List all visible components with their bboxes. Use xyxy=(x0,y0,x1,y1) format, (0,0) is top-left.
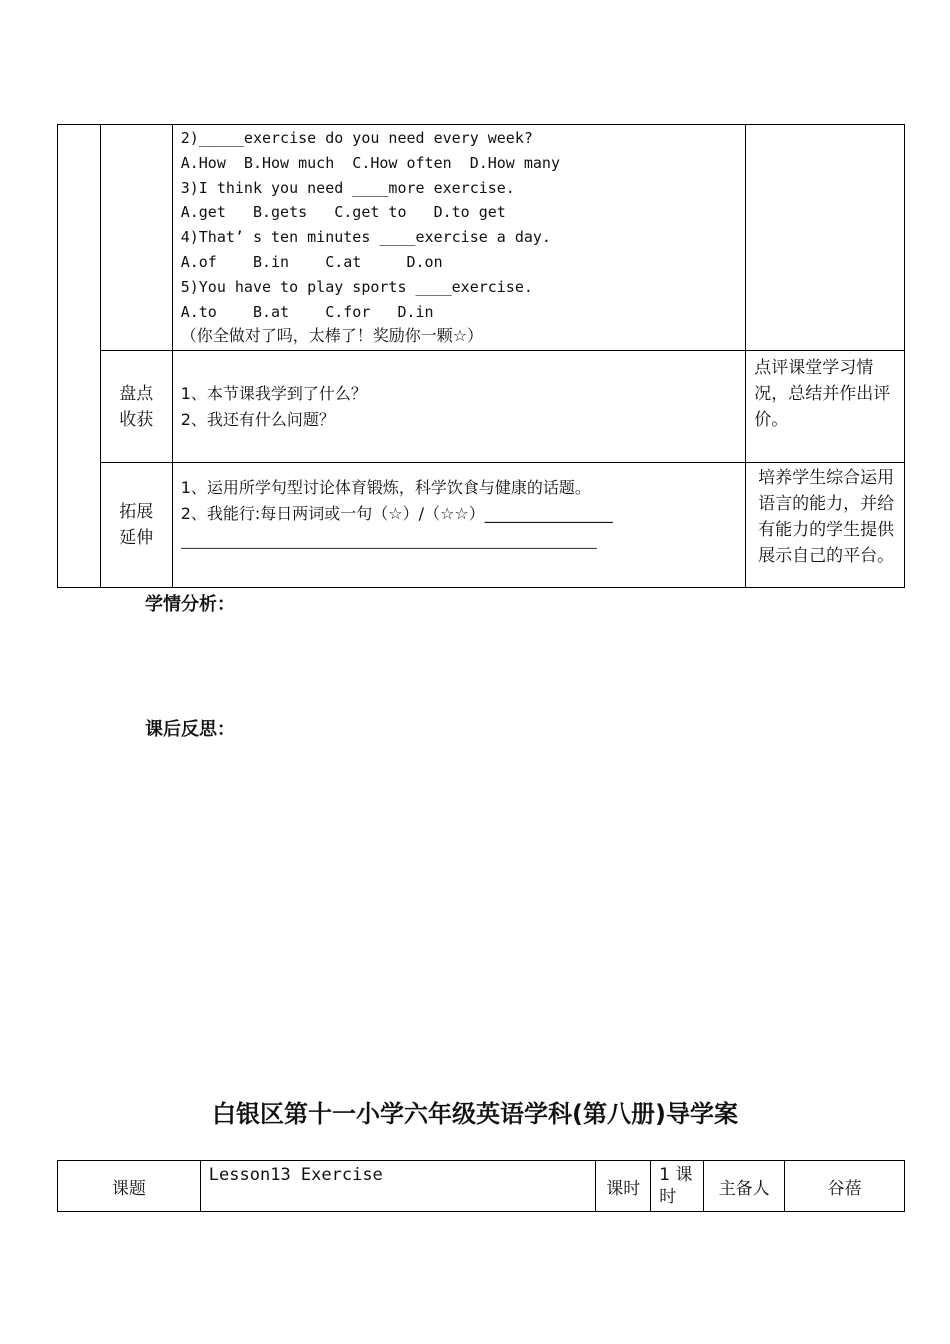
reflection-heading: 课后反思： xyxy=(145,719,235,740)
document-title: 白银区第十一小学六年级英语学科(第八册)导学案 xyxy=(212,1100,738,1128)
analysis-heading: 学情分析： xyxy=(145,594,235,615)
exercise-options-2: A.How B.How much C.How often D.How many xyxy=(180,153,560,172)
exercise-question-5: 5)You have to play sports ____exercise. xyxy=(180,277,533,296)
exercise-content xyxy=(172,125,746,351)
lesson-table xyxy=(57,124,905,588)
summary-label xyxy=(100,351,172,463)
topic-label: 课题 xyxy=(58,1161,201,1212)
extension-row xyxy=(58,463,905,588)
exercise-question-4: 4)That’ s ten minutes ____exercise a day. xyxy=(180,228,551,247)
summary-label-line2: 收获 xyxy=(119,409,154,430)
extension-label-line1: 拓展 xyxy=(119,502,154,522)
summary-content xyxy=(172,351,746,463)
extension-item-1: 1、运用所学句型讨论体育锻炼，科学饮食与健康的话题。 xyxy=(180,478,591,497)
preparer-value: 谷蓓 xyxy=(785,1161,905,1212)
exercise-question-3: 3)I think you need ____more exercise. xyxy=(180,178,515,197)
extension-label-line2: 延伸 xyxy=(119,528,154,548)
exercise-row xyxy=(58,125,905,351)
extension-label xyxy=(100,463,172,588)
exercise-note-cell xyxy=(746,125,905,351)
extension-note: 培养学生综合运用语言的能力，并给有能力的学生提供展示自己的平台。 xyxy=(746,463,905,588)
extension-blank-line: ____________________________________________________ xyxy=(180,530,597,549)
info-table xyxy=(57,1160,905,1212)
outer-stage-cell xyxy=(58,125,101,588)
summary-item-2: 2、我还有什么问题？ xyxy=(180,409,335,429)
summary-note: 点评课堂学习情况，总结并作出评价。 xyxy=(746,351,905,463)
summary-row xyxy=(58,351,905,463)
summary-item-1: 1、本节课我学到了什么？ xyxy=(180,383,367,403)
exercise-question-2: 2)_____exercise do you need every week? xyxy=(180,129,533,147)
period-label: 课时 xyxy=(596,1161,651,1212)
exercise-options-5: A.to B.at C.for D.in xyxy=(180,302,434,321)
topic-value: Lesson13 Exercise xyxy=(200,1161,596,1212)
exercise-options-3: A.get B.gets C.get to D.to get xyxy=(180,203,506,222)
preparer-label: 主备人 xyxy=(704,1161,785,1212)
exercise-label-cell xyxy=(100,125,172,351)
period-value: 1 课时 xyxy=(651,1161,704,1212)
exercise-options-4: A.of B.in C.at D.on xyxy=(180,252,443,271)
praise-text: （你全做对了吗，太棒了！奖励你一颗☆） xyxy=(180,326,484,346)
extension-content xyxy=(172,463,746,588)
extension-item-2: 2、我能行:每日两词或一句（☆）/（☆☆）________________ xyxy=(180,504,613,523)
summary-label-line1: 盘点 xyxy=(119,383,154,404)
